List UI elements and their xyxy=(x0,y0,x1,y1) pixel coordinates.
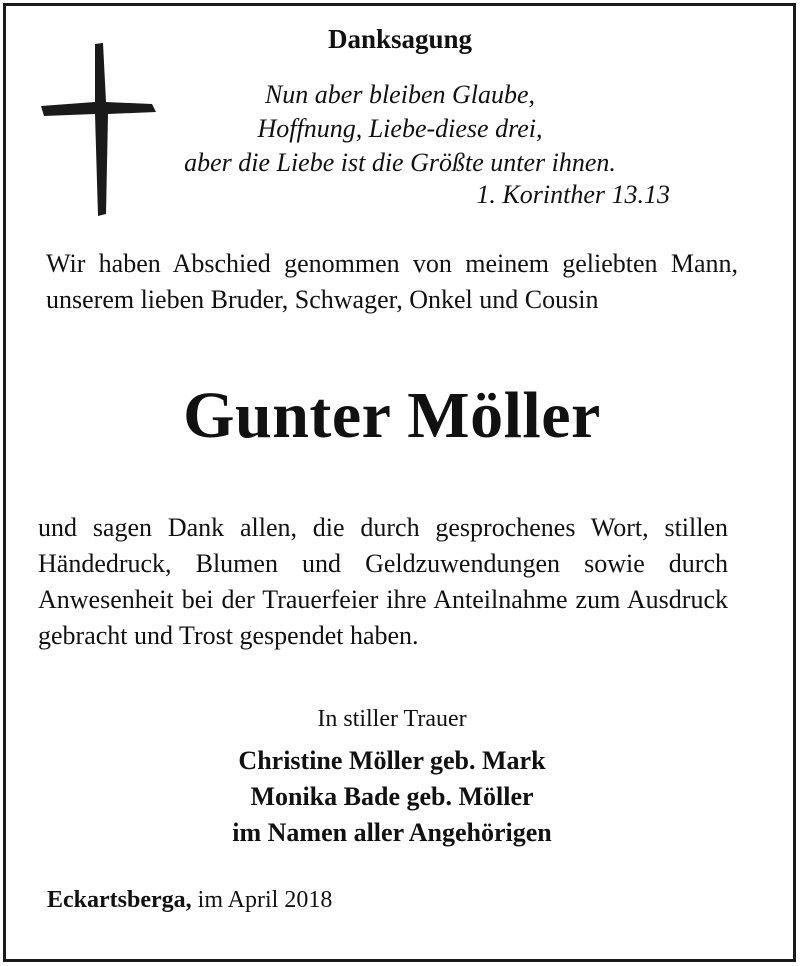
signer-line: im Namen aller Angehörigen xyxy=(232,818,552,847)
bible-verse xyxy=(120,78,680,180)
intro-paragraph: Wir haben Abschied genommen von meinem geliebten Mann, unserem lieben Bruder, Schwager, Onkel und Cousin xyxy=(46,249,738,314)
thanks-paragraph: und sagen Dank allen, die durch gesprochenes Wort, stillen Händedruck, Blumen und Geldzuwendungen sowie durch Anwesenheit bei der Trauerfeier ihre Anteilnahme zum Ausdruck gebracht und Trost gespendet haben. xyxy=(38,513,728,650)
signer-line: Monika Bade geb. Möller xyxy=(250,782,534,811)
deceased-name: Gunter Möller xyxy=(183,379,601,452)
signer-line: Christine Möller geb. Mark xyxy=(238,746,546,775)
mourning-phrase: In stiller Trauer xyxy=(317,706,467,732)
verse-line-2: Hoffnung, Liebe-diese drei, xyxy=(257,114,543,143)
place-name: Eckartsberga, xyxy=(47,887,192,913)
verse-line-3: aber die Liebe ist die Größte unter ihnen. xyxy=(184,148,616,177)
signers-list xyxy=(0,743,784,851)
place-date-line xyxy=(47,887,332,914)
verse-line-1: Nun aber bleiben Glaube, xyxy=(264,80,536,109)
notice-date: im April 2018 xyxy=(197,887,333,913)
verse-reference: 1. Korinther 13.13 xyxy=(476,180,670,209)
notice-heading: Danksagung xyxy=(327,24,473,54)
